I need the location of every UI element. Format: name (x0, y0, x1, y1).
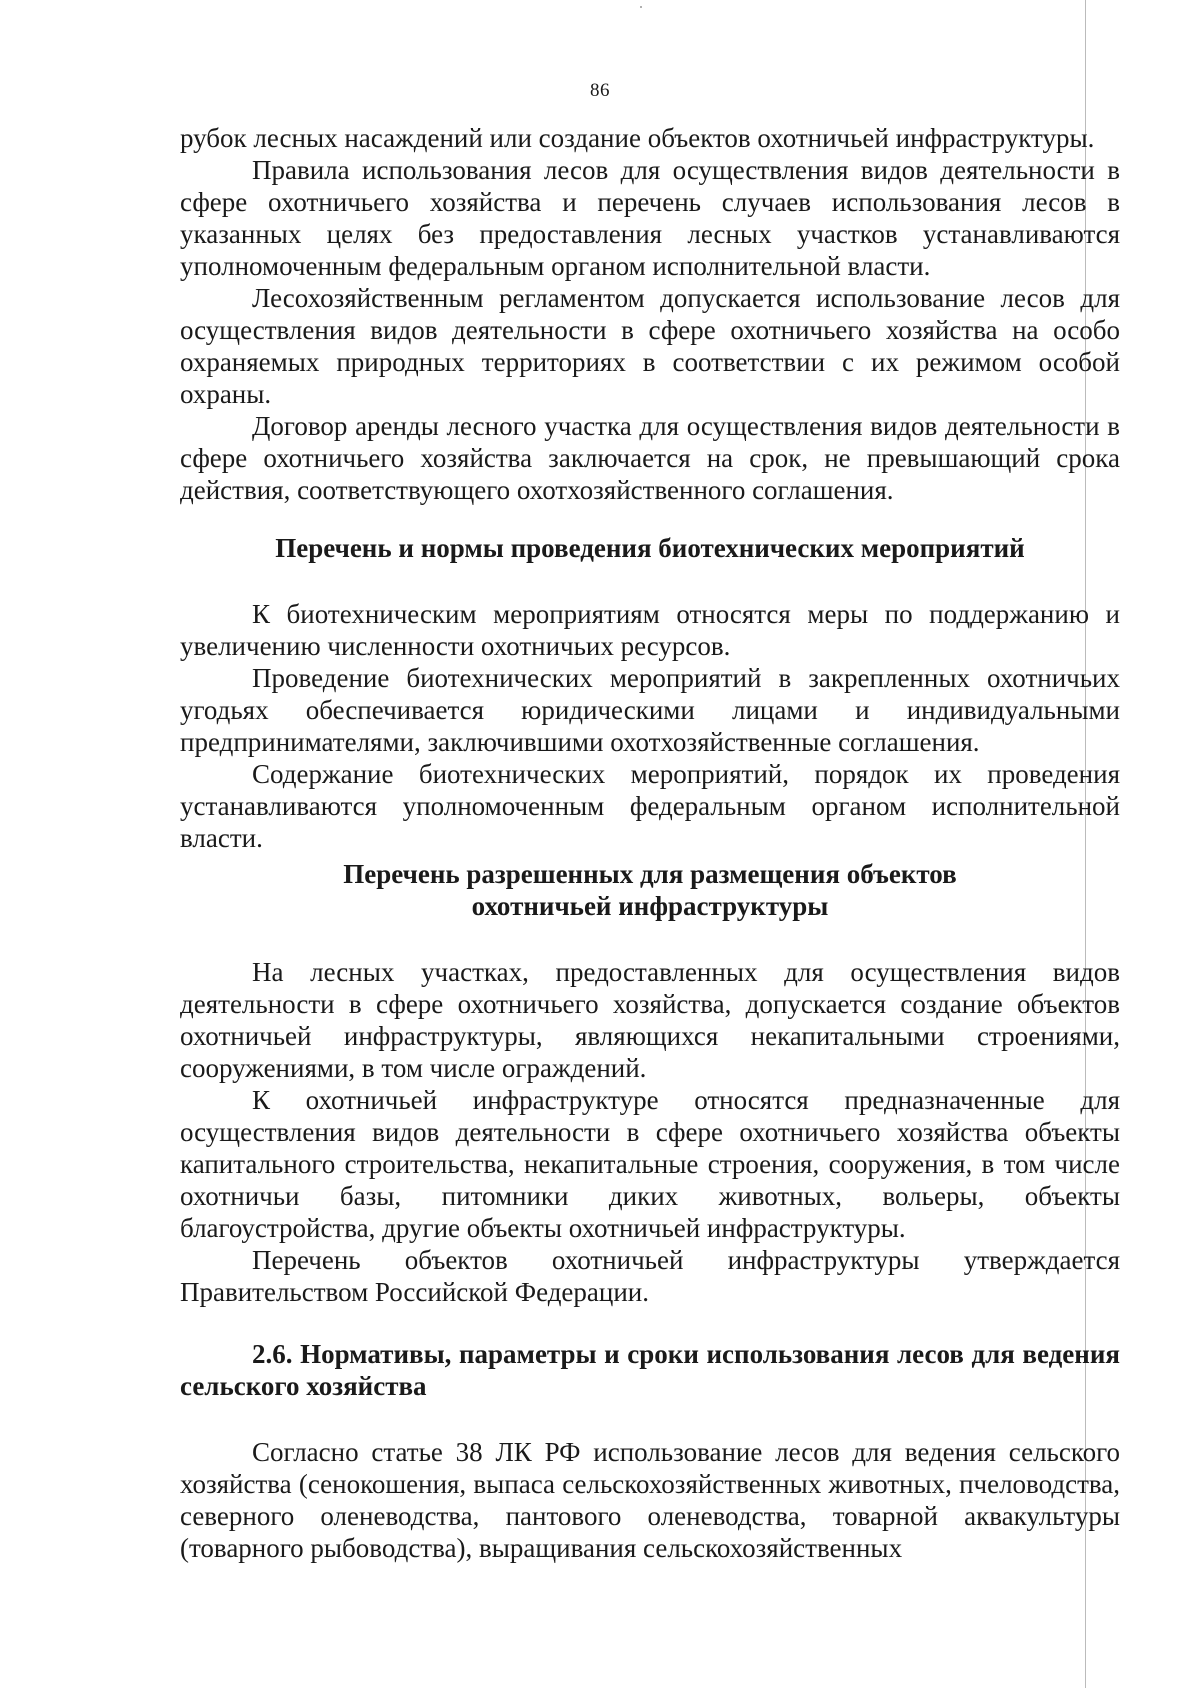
paragraph: Перечень объектов охотничьей инфраструктуры утверждается Правительством Российской Федерации. (180, 1245, 1120, 1307)
heading-infrastructure-line2: охотничьей инфраструктуры (471, 891, 829, 921)
paragraph: Содержание биотехнических мероприятий, порядок их проведения устанавливаются уполномоченным федеральным органом исполнительной власти. (180, 759, 1120, 853)
document-body (180, 122, 1120, 1564)
paragraph: рубок лесных насаждений или создание объектов охотничьей инфраструктуры. (180, 123, 1095, 153)
paragraph: К охотничьей инфраструктуре относятся предназначенные для осуществления видов деятельности в сфере охотничьего хозяйства объекты капитального строительства, некапитальные строения, сооружения, в том числе охотничьи базы, питомники диких животных, вольеры, объекты благоустройства, другие объекты охотничьей инфраструктуры. (180, 1085, 1120, 1243)
paragraph: Договор аренды лесного участка для осуществления видов деятельности в сфере охотничьего хозяйства заключается на срок, не превышающий срока действия, соответствующего охотхозяйственного соглашения. (180, 411, 1120, 505)
scan-speck (640, 6, 642, 8)
paragraph: Лесохозяйственным регламентом допускается использование лесов для осуществления видов деятельности в сфере охотничьего хозяйства на особо охраняемых природных территориях в соответствии с их режимом особой охраны. (180, 283, 1120, 409)
section-heading-2-6: 2.6. Нормативы, параметры и сроки использования лесов для ведения сельского хозяйства (180, 1339, 1120, 1401)
paragraph: К биотехническим мероприятиям относятся меры по поддержанию и увеличению численности охотничьих ресурсов. (180, 599, 1120, 661)
heading-infrastructure-line1: Перечень разрешенных для размещения объектов (343, 859, 957, 889)
paragraph: Правила использования лесов для осуществления видов деятельности в сфере охотничьего хозяйства и перечень случаев использования лесов в указанных целях без предоставления лесных участков устанавливаются уполномоченным федеральным органом исполнительной власти. (180, 155, 1120, 281)
heading-biotechnical: Перечень и нормы проведения биотехнических мероприятий (275, 533, 1025, 563)
paragraph: На лесных участках, предоставленных для осуществления видов деятельности в сфере охотничьего хозяйства, допускается создание объектов охотничьей инфраструктуры, являющихся некапитальными строениями, сооружениями, в том числе ограждений. (180, 957, 1120, 1083)
page-number: 86 (590, 80, 610, 101)
paragraph: Проведение биотехнических мероприятий в закрепленных охотничьих угодьях обеспечивается юридическими лицами и индивидуальными предпринимателями, заключившими охотхозяйственные соглашения. (180, 663, 1120, 757)
heading-infrastructure (180, 858, 1120, 922)
paragraph: Согласно статье 38 ЛК РФ использование лесов для ведения сельского хозяйства (сенокошения, выпаса сельскохозяйственных животных, пчеловодства, северного оленеводства, пантового оленеводства, товарной аквакультуры (товарного рыбоводства), выращивания сельскохозяйственных (180, 1437, 1120, 1563)
